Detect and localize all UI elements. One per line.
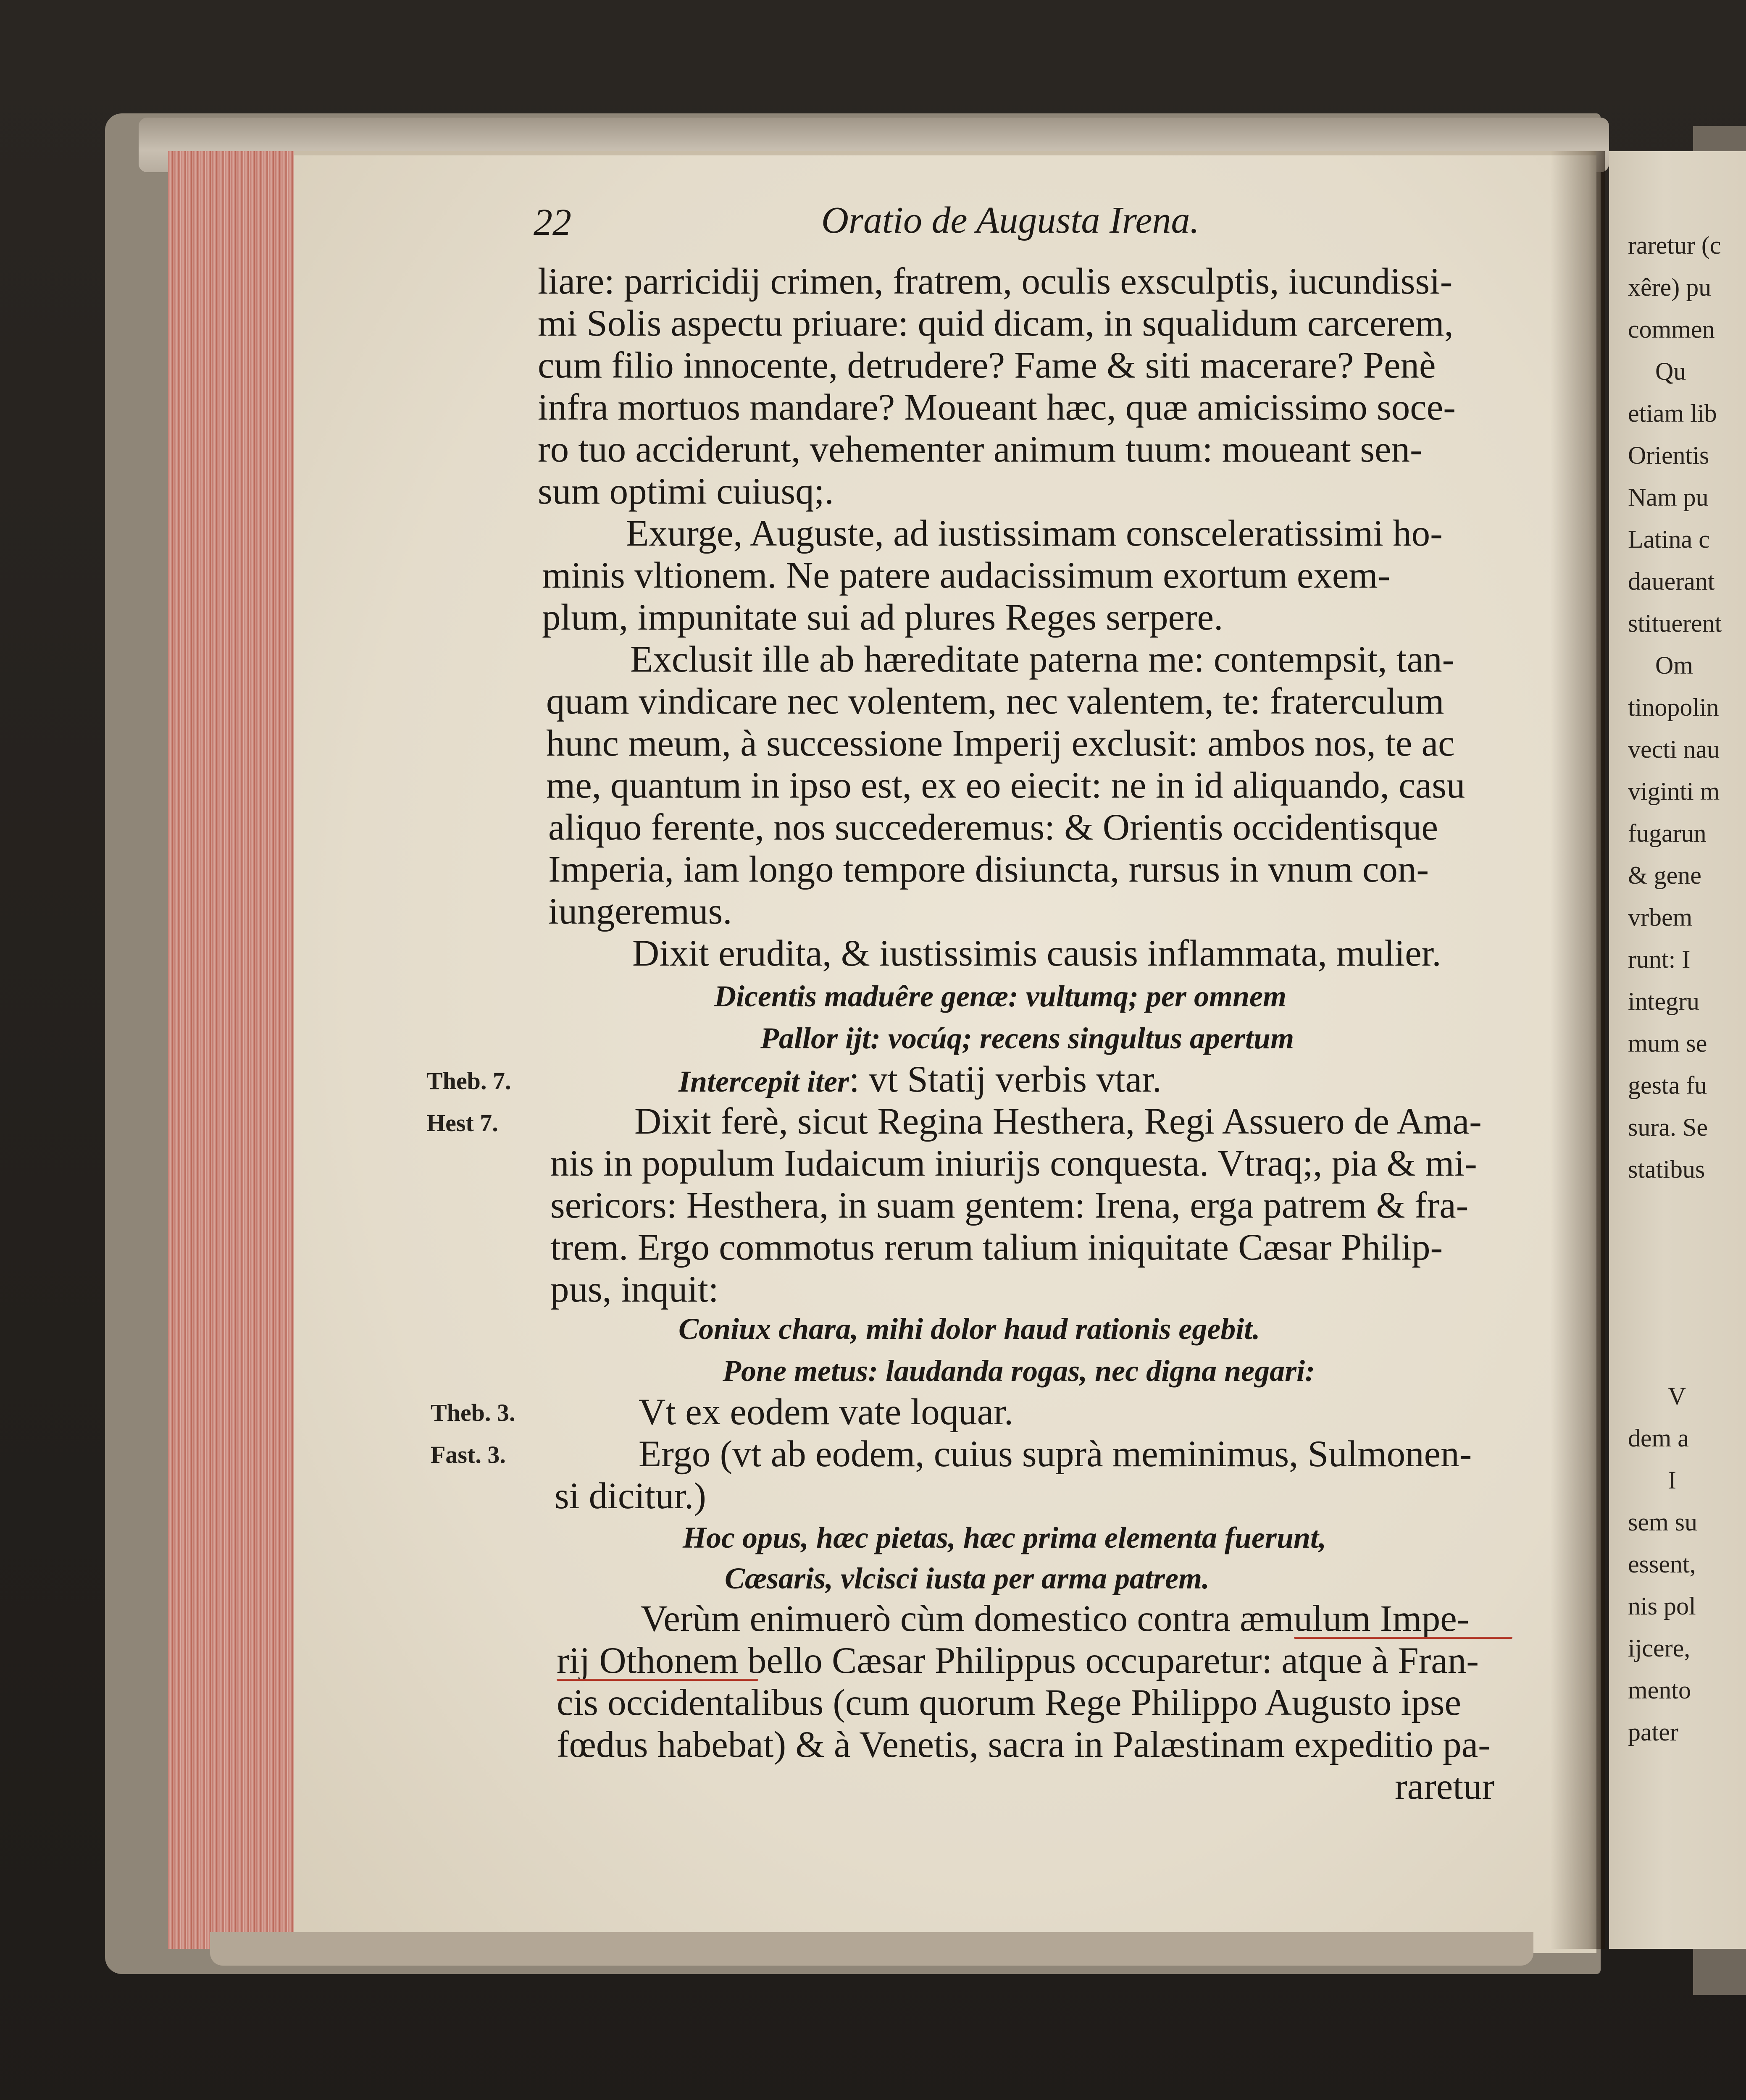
verse-fragment: Intercepit iter: [678, 1065, 849, 1098]
text-line: trem. Ergo commotus rerum talium iniquitate Cæsar Philip-: [550, 1227, 1443, 1268]
facing-line: gesta fu: [1628, 1071, 1707, 1099]
facing-line: dem a: [1628, 1424, 1689, 1452]
facing-line: sura. Se: [1628, 1113, 1708, 1141]
text-line: hunc meum, à successione Imperij exclusit: ambos nos, te ac: [546, 723, 1455, 764]
text-line: ro tuo acciderunt, vehementer animum tuum: moueant sen-: [538, 429, 1423, 470]
text-line: infra mortuos mandare? Moueant hæc, quæ amicissimo soce-: [538, 387, 1456, 428]
text-line: nis in populum Iudaicum iniurijs conquesta. Vtraq;, pia & mi-: [550, 1143, 1477, 1184]
verse-line: Coniux chara, mihi dolor haud rationis egebit.: [678, 1312, 1260, 1346]
facing-line: Qu: [1655, 357, 1686, 385]
facing-line: raretur (c: [1628, 231, 1721, 259]
verse-line: Pone metus: laudanda rogas, nec digna negari:: [723, 1354, 1315, 1388]
facing-line: ijcere,: [1628, 1634, 1691, 1662]
page-gutter-shadow: [1550, 151, 1605, 1949]
text-line: Imperia, iam longo tempore disiuncta, rursus in vnum con-: [548, 849, 1429, 890]
facing-line: essent,: [1628, 1550, 1696, 1578]
red-ink-underline: [1294, 1637, 1512, 1639]
facing-line: sem su: [1628, 1508, 1697, 1536]
facing-line: I: [1668, 1466, 1676, 1494]
facing-line: Latina c: [1628, 525, 1710, 553]
margin-note: Hest 7.: [426, 1109, 498, 1137]
facing-line: integru: [1628, 987, 1699, 1015]
text-line: mi Solis aspectu priuare: quid dicam, in squalidum carcerem,: [538, 303, 1454, 344]
text-line: fœdus habebat) & à Venetis, sacra in Palæstinam expeditio pa-: [557, 1724, 1491, 1765]
facing-page: [1609, 151, 1746, 1949]
facing-line: viginti m: [1628, 777, 1720, 805]
text-line: cis occidentalibus (cum quorum Rege Philippo Augusto ipse: [557, 1682, 1462, 1723]
text-line: Exurge, Auguste, ad iustissimam consceleratissimi ho-: [626, 513, 1443, 554]
facing-line: stituerent: [1628, 609, 1722, 637]
facing-line: etiam lib: [1628, 399, 1717, 427]
text-line: [678, 1061, 1162, 1098]
text-line: Vt ex eodem vate loquar.: [639, 1391, 1014, 1433]
margin-note: Fast. 3.: [431, 1441, 506, 1468]
text-line: sum optimi cuiusq;.: [538, 471, 834, 512]
text-line: plum, impunitate sui ad plures Reges serpere.: [542, 597, 1223, 638]
facing-line: nis pol: [1628, 1592, 1696, 1620]
facing-line: pater: [1628, 1718, 1678, 1746]
facing-line: runt: I: [1628, 945, 1691, 973]
facing-line: statibus: [1628, 1155, 1705, 1183]
text-line: Verùm enimuerò cùm domestico contra æmulum Impe-: [641, 1598, 1470, 1639]
text-line: cum filio innocente, detrudere? Fame & siti macerare? Penè: [538, 345, 1436, 386]
facing-line: vrbem: [1628, 903, 1693, 931]
text-line: quam vindicare nec volentem, nec valentem, te: fraterculum: [546, 681, 1444, 722]
book-cover-bottom-edge: [210, 1932, 1533, 1966]
margin-note: Theb. 7.: [426, 1067, 511, 1095]
text-line: Ergo (vt ab eodem, cuius suprà meminimus, Sulmonen-: [639, 1433, 1472, 1475]
text-line: minis vltionem. Ne patere audacissimum exortum exem-: [542, 555, 1391, 596]
running-head: Oratio de Augusta Irena.: [821, 200, 1199, 241]
facing-line: Orientis: [1628, 441, 1709, 469]
red-ink-underline: [557, 1679, 758, 1681]
facing-line: & gene: [1628, 861, 1701, 889]
facing-line: dauerant: [1628, 567, 1715, 595]
facing-line: vecti nau: [1628, 735, 1720, 763]
text-line: me, quantum in ipso est, ex eo eiecit: ne in id aliquando, casu: [546, 765, 1465, 806]
verse-line: Pallor ijt: vocúq; recens singultus apertum: [760, 1021, 1294, 1055]
text-line: pus, inquit:: [550, 1269, 719, 1310]
text-line: Exclusit ille ab hæreditate paterna me: contempsit, tan-: [630, 639, 1455, 680]
text-line: si dicitur.): [555, 1475, 706, 1517]
verse-line: Cæsaris, vlcisci iusta per arma patrem.: [725, 1562, 1210, 1595]
facing-line: Om: [1655, 651, 1693, 679]
text-line: rij Othonem bello Cæsar Philippus occuparetur: atque à Fran-: [557, 1640, 1479, 1681]
facing-line: tinopolin: [1628, 693, 1719, 721]
facing-line: commen: [1628, 315, 1715, 343]
text-fragment: : vt Statij verbis vtar.: [849, 1059, 1162, 1100]
page-number: 22: [534, 202, 571, 243]
facing-line: xêre) pu: [1628, 273, 1712, 301]
facing-line: V: [1668, 1382, 1686, 1410]
text-line: iungeremus.: [548, 891, 732, 932]
catchword: raretur: [1395, 1766, 1495, 1807]
facing-line: fugarun: [1628, 819, 1707, 847]
facing-line: Nam pu: [1628, 483, 1709, 511]
facing-line: mento: [1628, 1676, 1691, 1704]
margin-note: Theb. 3.: [431, 1399, 515, 1426]
facing-line: mum se: [1628, 1029, 1707, 1057]
text-line: sericors: Hesthera, in suam gentem: Irena, erga patrem & fra-: [550, 1185, 1469, 1226]
text-line: Dixit erudita, & iustissimis causis inflammata, mulier.: [632, 933, 1441, 974]
text-line: liare: parricidij crimen, fratrem, oculis exsculptis, iucundissi-: [538, 261, 1453, 302]
verse-line: Dicentis maduêre genæ: vultumq; per omnem: [714, 979, 1286, 1013]
verse-line: Hoc opus, hæc pietas, hæc prima elementa fuerunt,: [683, 1521, 1327, 1554]
text-line: aliquo ferente, nos succederemus: & Orientis occidentisque: [548, 807, 1438, 848]
page-edge-red: [168, 151, 302, 1949]
text-line: Dixit ferè, sicut Regina Hesthera, Regi Assuero de Ama-: [634, 1101, 1482, 1142]
